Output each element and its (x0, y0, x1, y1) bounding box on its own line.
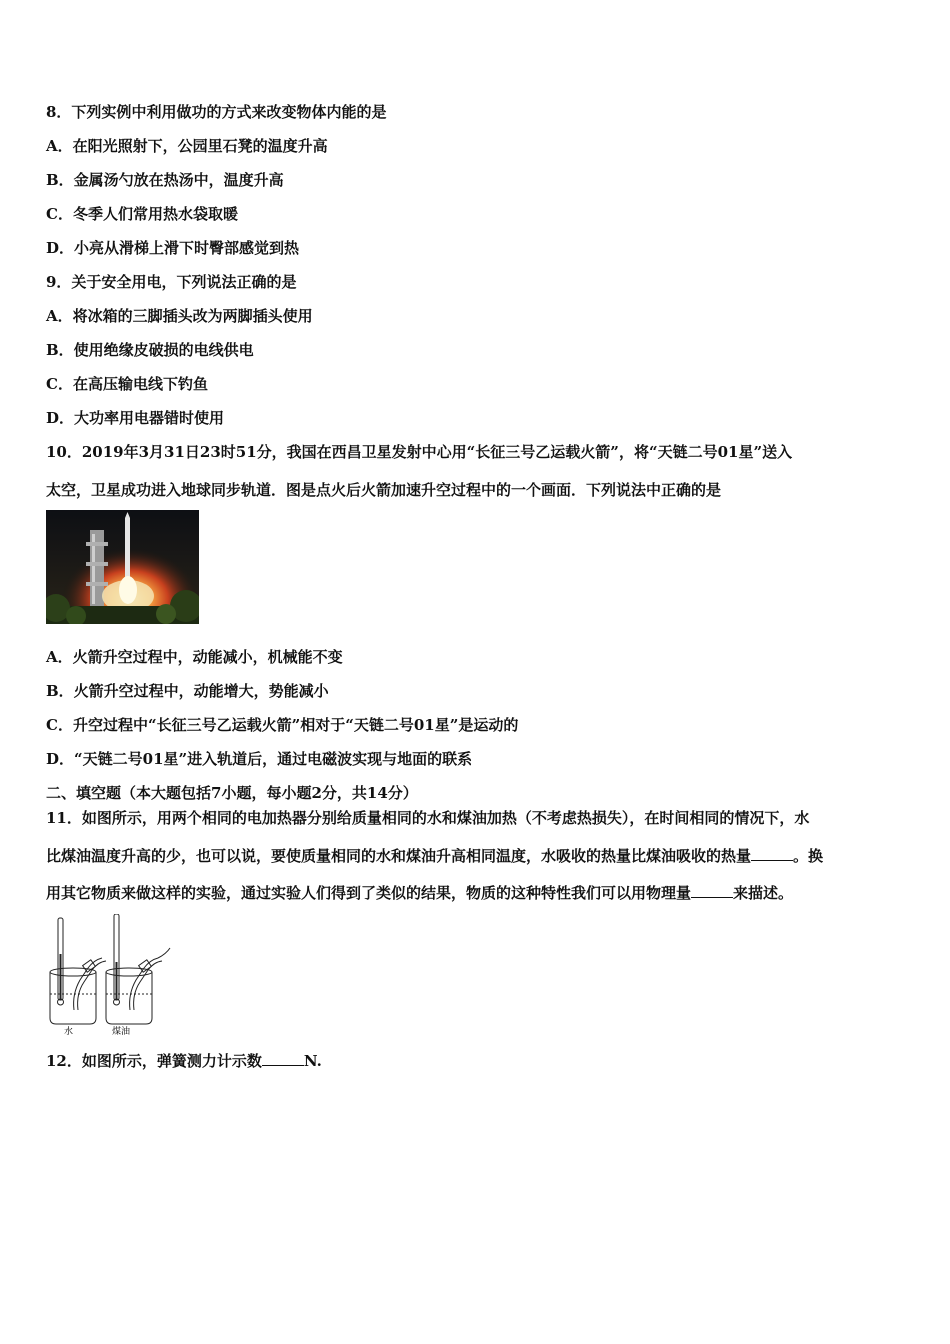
q8-option-b: B．金属汤勺放在热汤中，温度升高 (46, 171, 284, 189)
q11-line3 (46, 883, 793, 903)
q11-answer-blank-1[interactable] (751, 846, 793, 861)
figure-label-kerosene: 煤油 (112, 1027, 131, 1036)
q10-stem-line1: 10．2019年3月31日23时51分，我国在西昌卫星发射中心用“长征三号乙运载火箭”，将“天链二号01星”送入 (46, 443, 793, 461)
section-heading-fill-in: 二、填空题（本大题包括7小题，每小题2分，共14分） (46, 784, 418, 802)
q11-line2-tail: 。换 (793, 847, 824, 865)
q9-option-b: B．使用绝缘皮破损的电线供电 (46, 341, 254, 359)
q8-option-c: C．冬季人们常用热水袋取暖 (46, 205, 238, 223)
q11-line2-text: 比煤油温度升高的少，也可以说，要使质量相同的水和煤油升高相同温度，水吸收的热量比煤油吸收的热量 (46, 847, 752, 865)
q12-answer-blank[interactable] (262, 1051, 304, 1066)
q12-text: 12．如图所示，弹簧测力计示数 (46, 1052, 262, 1070)
q10-option-d: D．“天链二号01星”进入轨道后，通过电磁波实现与地面的联系 (46, 750, 473, 768)
q8-option-d: D．小亮从滑梯上滑下时臀部感觉到热 (46, 239, 300, 257)
q8-stem: 8．下列实例中利用做功的方式来改变物体内能的是 (46, 103, 387, 121)
rocket-launch-photo (46, 510, 199, 624)
q10-stem-line2: 太空，卫星成功进入地球同步轨道．图是点火后火箭加速升空过程中的一个画面．下列说法中正确的是 (46, 481, 722, 499)
q12-unit: N. (303, 1052, 322, 1070)
question-12 (46, 1051, 322, 1071)
figure-label-water: 水 (64, 1027, 74, 1036)
q11-line3-text: 用其它物质来做这样的实验，通过实验人们得到了类似的结果，物质的这种特性我们可以用物理量 (46, 884, 692, 902)
q9-stem: 9．关于安全用电，下列说法正确的是 (46, 273, 297, 291)
q9-option-a: A．将冰箱的三脚插头改为两脚插头使用 (46, 307, 313, 325)
q10-option-a: A．火箭升空过程中，动能减小，机械能不变 (46, 648, 343, 666)
q9-option-c: C．在高压输电线下钓鱼 (46, 375, 208, 393)
q8-option-a: A．在阳光照射下，公园里石凳的温度升高 (46, 137, 328, 155)
heating-experiment-figure (44, 914, 172, 1036)
q11-line2 (46, 846, 823, 866)
q10-option-c: C．升空过程中“长征三号乙运载火箭”相对于“天链二号01星”是运动的 (46, 716, 519, 734)
q11-answer-blank-2[interactable] (691, 883, 733, 898)
q9-option-d: D．大功率用电器错时使用 (46, 409, 225, 427)
q10-option-b: B．火箭升空过程中，动能增大，势能减小 (46, 682, 329, 700)
q11-line1: 11．如图所示，用两个相同的电加热器分别给质量相同的水和煤油加热（不考虑热损失），在时间相同的情况下，水 (46, 809, 810, 827)
q11-line3-tail: 来描述。 (733, 884, 794, 902)
